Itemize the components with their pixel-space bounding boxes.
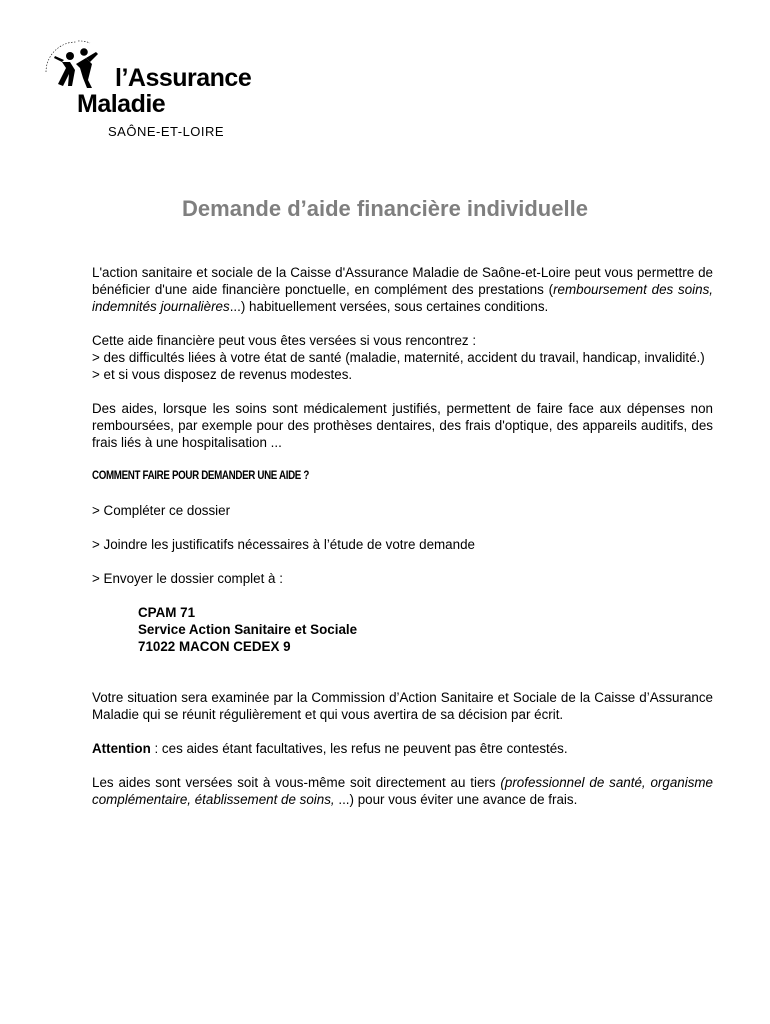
payment-paragraph	[92, 774, 713, 808]
payment-text-italic: (professionnel de santé, organisme complémentaire, établissement de soins,	[92, 775, 713, 807]
condition-health: > des difficultés liées à votre état de santé (maladie, maternité, accident du travail, handicap, invalidité.)	[92, 350, 705, 365]
conditions-intro: Cette aide financière peut vous êtes versées si vous rencontrez :	[92, 333, 477, 348]
condition-income: > et si vous disposez de revenus modestes.	[92, 367, 353, 382]
step-attach: > Joindre les justificatifs nécessaires à l’étude de votre demande	[92, 537, 475, 552]
step-complete: > Compléter ce dossier	[92, 503, 231, 518]
intro-text-b: ...) habituellement versées, sous certaines conditions.	[229, 299, 549, 314]
address-line-1: CPAM 71	[138, 605, 196, 620]
intro-text-italic: remboursement des soins, indemnités journalières	[92, 282, 713, 314]
assurance-maladie-logo	[42, 38, 252, 139]
logo-line-2: Maladie	[77, 90, 166, 118]
document-body	[92, 264, 713, 808]
step-send: > Envoyer le dossier complet à :	[92, 571, 283, 586]
aid-examples-paragraph: Des aides, lorsque les soins sont médicalement justifiés, permettent de faire face aux dépenses non remboursées, par exemple pour des prothèses dentaires, des frais d'optique, des appareils auditifs, des frais liés à une hospitalisation ...	[92, 401, 713, 450]
attention-label: Attention	[92, 741, 151, 756]
attention-text: : ces aides étant facultatives, les refus ne peuvent pas être contestés.	[150, 741, 568, 756]
payment-text-a: Les aides sont versées soit à vous-même soit directement au tiers	[92, 775, 501, 790]
logo-line-1: l’Assurance	[115, 64, 252, 92]
document-title: Demande d’aide financière individuelle	[182, 196, 588, 221]
address-line-2: Service Action Sanitaire et Sociale	[138, 622, 358, 637]
intro-text-a: L'action sanitaire et sociale de la Caisse d'Assurance Maladie de Saône-et-Loire peut vous permettre de bénéficier d'une aide financière ponctuelle, en complément des prestations (	[92, 265, 713, 297]
logo-department: SAÔNE-ET-LOIRE	[108, 124, 225, 139]
intro-paragraph	[92, 264, 713, 315]
attention-paragraph	[92, 740, 713, 757]
commission-paragraph: Votre situation sera examinée par la Commission d’Action Sanitaire et Sociale de la Caisse d’Assurance Maladie qui se réunit régulièrement et qui vous avertira de sa décision par écrit.	[92, 690, 713, 722]
section-heading: COMMENT FAIRE POUR DEMANDER UNE AIDE ?	[92, 470, 309, 482]
address-line-3: 71022 MACON CEDEX 9	[138, 639, 291, 654]
payment-text-b: ...) pour vous éviter une avance de frais.	[334, 792, 578, 807]
